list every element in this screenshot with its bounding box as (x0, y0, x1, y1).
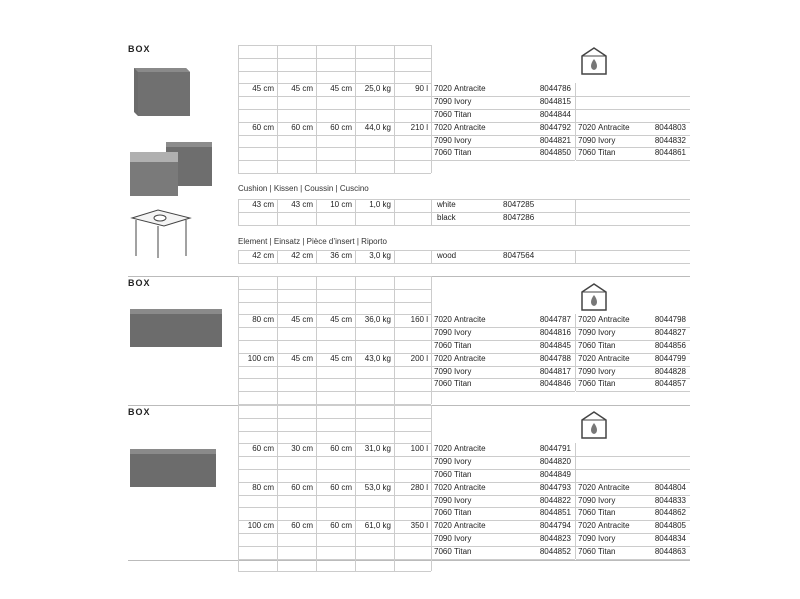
color-name: Antracite (598, 315, 630, 325)
dimension-value: 43 cm (252, 200, 274, 209)
dimension-value: 45 cm (330, 315, 352, 325)
color-code: 7060 (434, 470, 452, 479)
color-code: 7090 (578, 366, 596, 376)
color-code: 7060 (578, 341, 596, 350)
dimension-value: 61,0 kg (364, 521, 391, 531)
section-title: BOX (128, 44, 151, 54)
color-name: Titan (454, 470, 472, 479)
dimension-value: 30 cm (291, 444, 313, 454)
finish-name: white (437, 200, 456, 209)
color-name: Antracite (454, 84, 486, 94)
article-number: 8044822 (539, 495, 571, 505)
box-rect-image (128, 305, 224, 349)
dimension-value: 25,0 kg (364, 84, 391, 94)
article-number: 8044817 (539, 366, 571, 376)
color-name: Ivory (454, 495, 472, 505)
cushion-box-image (128, 138, 216, 200)
article-number: 8047286 (503, 212, 535, 222)
dimension-value: 60 cm (330, 122, 352, 132)
article-number: 8044816 (539, 328, 571, 338)
color-name: Antracite (454, 444, 486, 454)
color-code: 7020 (434, 444, 452, 454)
color-code: 7060 (434, 508, 452, 518)
color-name: Titan (454, 546, 472, 556)
color-name: Titan (598, 508, 616, 518)
dimension-value: 43,0 kg (364, 353, 391, 363)
article-number: 8044852 (539, 546, 571, 556)
article-number: 8044861 (654, 148, 686, 158)
color-code: 7090 (434, 534, 452, 543)
color-code: 7090 (434, 135, 452, 145)
dimension-value: 100 l (410, 444, 428, 454)
color-name: Titan (454, 379, 472, 389)
color-code: 7060 (578, 508, 596, 518)
color-name: Ivory (454, 328, 472, 338)
dimension-value: 80 cm (252, 482, 274, 492)
article-number: 8044793 (539, 482, 571, 492)
color-code: 7090 (578, 534, 596, 543)
dimension-value: 42 cm (252, 251, 274, 260)
color-name: Titan (598, 341, 616, 350)
dimension-value: 45 cm (291, 353, 313, 363)
color-code: 7090 (434, 495, 452, 505)
dimension-value: 100 cm (247, 353, 274, 363)
color-name: Titan (598, 148, 616, 158)
dimension-value: 60 cm (330, 521, 352, 531)
dimension-value: 44,0 kg (364, 122, 391, 132)
dimension-value: 53,0 kg (364, 482, 391, 492)
article-number: 8044820 (539, 457, 571, 467)
dimension-value: 90 l (415, 84, 428, 94)
color-code: 7090 (578, 135, 596, 145)
dimension-value: 45 cm (330, 353, 352, 363)
article-number: 8044849 (539, 470, 571, 479)
color-code: 7020 (434, 482, 452, 492)
color-name: Antracite (598, 521, 630, 531)
color-name: Ivory (598, 135, 616, 145)
color-code: 7060 (578, 546, 596, 556)
box-low-image (128, 445, 218, 489)
color-code: 7060 (578, 379, 596, 389)
color-name: Titan (454, 148, 472, 158)
color-name: Titan (454, 341, 472, 350)
dimension-value: 36 cm (330, 251, 352, 260)
color-name: Titan (598, 546, 616, 556)
dimension-value: 280 l (410, 482, 428, 492)
article-number: 8044791 (539, 444, 571, 454)
dimension-value: 160 l (410, 315, 428, 325)
color-name: Ivory (454, 97, 472, 107)
dimension-value: 80 cm (252, 315, 274, 325)
planter-insert-icon (578, 410, 610, 442)
planter-insert-icon (578, 282, 610, 314)
dimension-value: 60 cm (330, 482, 352, 492)
color-code: 7020 (434, 521, 452, 531)
article-number: 8044850 (539, 148, 571, 158)
color-name: Antracite (454, 353, 486, 363)
planter-insert-icon (578, 46, 610, 78)
article-number: 8044827 (654, 328, 686, 338)
dimension-value: 3,0 kg (369, 251, 391, 260)
color-name: Antracite (598, 482, 630, 492)
article-number: 8044821 (539, 135, 571, 145)
dimension-value: 60 cm (291, 521, 313, 531)
color-code: 7020 (578, 482, 596, 492)
dimension-value: 45 cm (330, 84, 352, 94)
dimension-value: 10 cm (330, 200, 352, 209)
article-number: 8044834 (654, 534, 686, 543)
color-code: 7060 (434, 379, 452, 389)
color-name: Antracite (598, 122, 630, 132)
color-name: Ivory (598, 534, 616, 543)
color-name: Titan (454, 110, 472, 119)
dimension-value: 31,0 kg (364, 444, 391, 454)
article-number: 8044786 (539, 84, 571, 94)
section-title: BOX (128, 407, 151, 417)
cushion-header: Cushion | Kissen | Coussin | Cuscino (238, 184, 369, 193)
color-code: 7090 (434, 328, 452, 338)
dimension-value: 210 l (410, 122, 428, 132)
color-code: 7020 (578, 315, 596, 325)
insert-element-image (128, 208, 194, 260)
color-code: 7090 (578, 328, 596, 338)
article-number: 8044823 (539, 534, 571, 543)
finish-name: wood (437, 251, 457, 260)
color-name: Titan (454, 508, 472, 518)
color-name: Antracite (454, 482, 486, 492)
color-code: 7020 (434, 84, 452, 94)
article-number: 8044803 (654, 122, 686, 132)
color-code: 7020 (578, 353, 596, 363)
dimension-value: 60 cm (252, 122, 274, 132)
article-number: 8044794 (539, 521, 571, 531)
article-number: 8044862 (654, 508, 686, 518)
dimension-value: 60 cm (330, 444, 352, 454)
color-name: Ivory (598, 495, 616, 505)
color-name: Ivory (454, 135, 472, 145)
color-name: Ivory (598, 328, 616, 338)
element-header: Element | Einsatz | Pièce d’insert | Riporto (238, 237, 387, 246)
dimension-value: 45 cm (252, 84, 274, 94)
article-number: 8044845 (539, 341, 571, 350)
box-cube-image (128, 62, 194, 120)
article-number: 8044799 (654, 353, 686, 363)
article-number: 8044792 (539, 122, 571, 132)
color-code: 7060 (434, 148, 452, 158)
dimension-value: 36,0 kg (364, 315, 391, 325)
color-code: 7060 (434, 110, 452, 119)
color-code: 7060 (434, 546, 452, 556)
article-number: 8044804 (654, 482, 686, 492)
article-number: 8044857 (654, 379, 686, 389)
dimension-value: 60 cm (252, 444, 274, 454)
article-number: 8044815 (539, 97, 571, 107)
color-code: 7090 (434, 97, 452, 107)
article-number: 8044846 (539, 379, 571, 389)
color-code: 7090 (578, 495, 596, 505)
color-name: Ivory (454, 457, 472, 467)
dimension-value: 42 cm (291, 251, 313, 260)
dimension-value: 43 cm (291, 200, 313, 209)
color-name: Titan (598, 379, 616, 389)
color-code: 7020 (578, 521, 596, 531)
color-name: Antracite (598, 353, 630, 363)
finish-name: black (437, 212, 456, 222)
dimension-value: 60 cm (291, 482, 313, 492)
dimension-value: 45 cm (291, 315, 313, 325)
article-number: 8044833 (654, 495, 686, 505)
color-code: 7060 (434, 341, 452, 350)
dimension-value: 1,0 kg (369, 200, 391, 209)
article-number: 8047285 (503, 200, 535, 209)
article-number: 8044856 (654, 341, 686, 350)
dimension-value: 200 l (410, 353, 428, 363)
color-code: 7090 (434, 366, 452, 376)
article-number: 8044863 (654, 546, 686, 556)
color-code: 7020 (434, 353, 452, 363)
article-number: 8044844 (539, 110, 571, 119)
color-code: 7090 (434, 457, 452, 467)
color-code: 7020 (578, 122, 596, 132)
color-code: 7020 (434, 315, 452, 325)
color-name: Ivory (454, 366, 472, 376)
color-name: Antracite (454, 122, 486, 132)
color-name: Ivory (598, 366, 616, 376)
dimension-value: 45 cm (291, 84, 313, 94)
color-name: Antracite (454, 521, 486, 531)
dimension-value: 60 cm (291, 122, 313, 132)
color-name: Antracite (454, 315, 486, 325)
article-number: 8044832 (654, 135, 686, 145)
article-number: 8044798 (654, 315, 686, 325)
color-code: 7060 (578, 148, 596, 158)
color-code: 7020 (434, 122, 452, 132)
section-title: BOX (128, 278, 151, 288)
article-number: 8044787 (539, 315, 571, 325)
dimension-value: 100 cm (247, 521, 274, 531)
color-name: Ivory (454, 534, 472, 543)
article-number: 8044805 (654, 521, 686, 531)
dimension-value: 350 l (410, 521, 428, 531)
article-number: 8044788 (539, 353, 571, 363)
article-number: 8044828 (654, 366, 686, 376)
article-number: 8044851 (539, 508, 571, 518)
article-number: 8047564 (503, 251, 535, 260)
